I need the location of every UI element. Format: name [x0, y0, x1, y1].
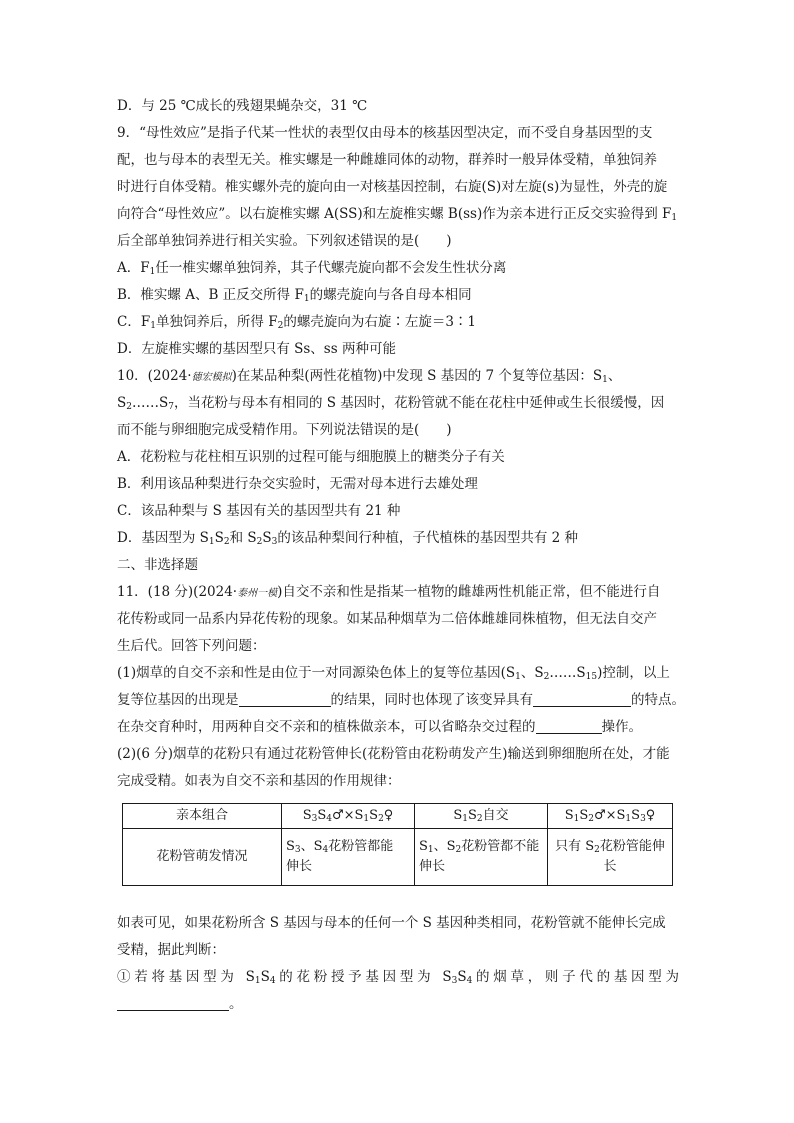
q11-text: 的特点。 [631, 692, 685, 708]
cell-text: S [419, 839, 428, 854]
q9-stem-line-3 [117, 177, 679, 197]
q9-text: 配，也与母本的表型无关。椎实螺是一种雌雄同体的动物，群养时一般异体受精，单独饲养 [117, 152, 657, 168]
option-text: 的螺壳旋向与各自母本相同 [309, 287, 472, 303]
subscript: 2 [476, 814, 483, 824]
table-cell [282, 829, 415, 886]
q11-stem-line-3 [117, 636, 679, 656]
subscript: 1 [671, 213, 678, 223]
option-text: B．利用该品种梨进行杂交实验时，无需对母本进行去雄处理 [117, 476, 478, 492]
q9-text: 9．“母性效应”是指子代某一性状的表型仅由母本的核基因型决定，而不受自身基因型的支 [117, 125, 653, 141]
q9-stem-line-5 [117, 231, 679, 251]
subscript: 3 [271, 537, 278, 547]
table-row [123, 829, 673, 886]
q11-text: 受精，据此判断： [117, 942, 225, 958]
self-incompatibility-table [122, 803, 673, 886]
question-source: 德宏模拟 [191, 372, 232, 383]
cell-text: S [286, 839, 295, 854]
q10-text: 、 [607, 368, 622, 384]
q10-option-d [117, 528, 679, 548]
q10-text: )在某品种梨(两性花植物)中发现 S 基因的 7 个复等位基因：S [231, 368, 603, 384]
cell-text: S [467, 808, 477, 823]
q11-part2-line-2 [117, 771, 679, 791]
subscript: 3 [640, 814, 646, 824]
q11-part1-line-1 [117, 663, 679, 683]
q9-stem-line-2 [117, 150, 679, 170]
cell-text: S [579, 808, 589, 823]
cell-text: S [453, 808, 463, 823]
table-header-cell [548, 804, 673, 829]
cell-text: 只有 S [555, 839, 595, 854]
subscript: 2 [256, 537, 263, 547]
cell-text: 、S [300, 839, 323, 854]
q11-text: (1)烟草的自交不亲和性是由位于一对同源染色体上的复等位基因(S [117, 665, 516, 681]
option-text: D．基因型为 S [117, 530, 209, 546]
cell-text: 花粉管萌发情况 [156, 849, 248, 864]
cell-text: 、S [433, 839, 456, 854]
q11-text: S [457, 969, 467, 985]
option-text: B．椎实螺 A、B 正反交所得 F [117, 287, 304, 303]
subscript: 2 [588, 814, 594, 824]
subscript: 2 [223, 537, 230, 547]
q10-stem-line-1 [117, 366, 679, 386]
subscript: 2 [455, 845, 462, 855]
q11-text: )自交不亲和性是指某一植物的雌雄两性机能正常，但不能进行自 [277, 584, 661, 600]
subscript: 4 [326, 814, 332, 824]
q11-sub1-line-2 [117, 994, 679, 1014]
cell-text: 伸长 [419, 859, 446, 874]
question-source: 泰州一模 [237, 588, 278, 599]
subscript: 1 [303, 294, 310, 304]
option-text: 任一椎实螺单独饲养，其子代螺壳旋向都不会发生性状分离 [155, 260, 507, 276]
q10-text: 而不能与卵细胞完成受精作用。下列说法错误的是( ) [117, 422, 452, 438]
q11-text: 花传粉或同一品系内异花传粉的现象。如某品种烟草为二倍体雌雄同株植物，但无法自交产 [117, 611, 657, 627]
table-header-cell [282, 804, 415, 829]
subscript: 1 [515, 672, 521, 682]
answer-blank[interactable] [536, 719, 602, 734]
q11-text: (2)(6 分)烟草的花粉只有通过花粉管伸长(花粉管由花粉萌发产生)输送到卵细胞所在处，才能 [117, 746, 670, 762]
subscript: 1 [427, 845, 434, 855]
answer-blank[interactable] [533, 692, 631, 707]
q9-option-b [117, 285, 679, 305]
q9-text: 向符合“母性效应”。以右旋椎实螺 A(SS)和左旋椎实螺 B(ss)作为亲本进行正反交实验得到 F [117, 206, 672, 222]
q10-text: ……S [131, 395, 169, 411]
q8-option-d [117, 96, 679, 116]
subscript: 1 [208, 537, 215, 547]
option-text: A．F [117, 260, 150, 276]
q11-part1-line-2 [117, 690, 685, 710]
q11-text: 如表可见，如果花粉所含 S 基因与母本的任何一个 S 基因种类相同，花粉管就不能伸长完成 [117, 915, 666, 931]
cell-text: ♀ [383, 808, 394, 823]
option-text: S [262, 530, 272, 546]
q11-text: S [260, 969, 270, 985]
subscript: 1 [363, 814, 370, 824]
cell-text: 亲本组合 [175, 808, 228, 823]
q9-text: 后全部单独饲养进行相关实验。下列叙述错误的是( ) [117, 233, 452, 249]
q11-text: 、S [520, 665, 544, 681]
q8-option-d-text: D．与 25 ℃成长的残翅果蝇杂交，31 ℃ [117, 98, 368, 114]
q11-text: 。 [229, 996, 243, 1012]
cell-text: S [369, 808, 379, 823]
q11-part1-line-3 [117, 717, 679, 737]
subscript: 2 [126, 402, 132, 412]
table-cell [415, 829, 548, 886]
option-text: A．花粉粒与花柱相互识别的过程可能与细胞膜上的糖类分子有关 [117, 449, 505, 465]
subscript: 2 [543, 672, 550, 682]
section-heading [117, 555, 679, 575]
q9-stem-line-4 [117, 204, 679, 224]
q11-stem-line-2 [117, 609, 679, 629]
cell-text: 花粉管都不能 [461, 839, 540, 854]
subscript: 1 [573, 814, 580, 824]
subscript: 3 [451, 976, 458, 986]
option-text: C．该品种梨与 S 基因有关的基因型共有 21 种 [117, 503, 401, 519]
q11-text: 生后代。回答下列问题： [117, 638, 266, 654]
q11-stem-line-1 [117, 582, 679, 602]
table-cell [123, 829, 282, 886]
q11-text: 的结果，同时也体现了该变异具有 [330, 692, 533, 708]
option-text: D．左旋椎实螺的基因型只有 Ss、ss 两种可能 [117, 341, 396, 357]
q11-part2-line-4 [117, 940, 679, 960]
option-text: S [214, 530, 224, 546]
q11-text: 在杂交育种时，用两种自交不亲和的植株做亲本，可以省略杂交过程的 [117, 719, 536, 735]
subscript: 1 [150, 321, 156, 331]
cell-text: S [564, 808, 574, 823]
question-number: 11．(18 分)(2024· [117, 584, 238, 600]
cell-text: 花粉管能伸长 [599, 839, 665, 874]
q11-text: ……S [549, 665, 586, 681]
table-header-row [123, 804, 673, 829]
option-text: 和 S [229, 530, 257, 546]
q11-text: 的花粉授予基因型为 S [275, 969, 452, 985]
subscript: 1 [254, 976, 261, 986]
q9-option-d [117, 339, 679, 359]
cell-text: ♂×S [593, 808, 626, 823]
subscript: 4 [466, 976, 473, 986]
q11-text: 的烟草，则子代的基因型为 [472, 969, 679, 985]
q10-text: S [117, 395, 127, 411]
q9-option-c [117, 312, 679, 332]
q9-text: 时进行自体受精。椎实螺外壳的旋向由一对核基因控制，右旋(S)对左旋(s)为显性，外壳的旋 [117, 179, 668, 195]
table-header-cell [123, 804, 282, 829]
subscript: 1 [462, 814, 468, 824]
q10-option-b [117, 474, 679, 494]
cell-text: ♂×S [331, 808, 364, 823]
cell-text: 花粉管都能 [328, 839, 394, 854]
subscript: 3 [311, 814, 318, 824]
q10-text: ，当花粉与母本有相同的 S 基因时，花粉管就不能在花柱中延伸或生长很缓慢，因 [173, 395, 665, 411]
subscript: 1 [625, 814, 632, 824]
subscript: 15 [585, 672, 598, 682]
q11-text: 操作。 [601, 719, 642, 735]
subscript: 1 [149, 267, 156, 277]
option-text: 的螺壳旋向为右旋∶左旋＝3∶1 [283, 314, 477, 330]
table-cell [548, 829, 673, 886]
answer-blank[interactable] [239, 692, 331, 707]
subscript: 2 [594, 845, 600, 855]
subscript: 2 [277, 321, 284, 331]
subscript: 1 [602, 375, 608, 385]
section-title: 二、非选择题 [117, 557, 198, 573]
cell-text: S [317, 808, 327, 823]
q9-stem-line-1 [117, 123, 679, 143]
subscript: 7 [168, 402, 174, 412]
cell-text: 自交 [482, 808, 509, 823]
subscript: 4 [322, 845, 329, 855]
cell-text: 伸长 [286, 859, 313, 874]
question-number: 10．(2024· [117, 368, 192, 384]
q11-text: )控制，以上 [597, 665, 670, 681]
q10-stem-line-2 [117, 393, 679, 413]
subscript: 3 [294, 845, 301, 855]
q11-part2-line-3 [117, 913, 679, 933]
answer-blank[interactable] [117, 996, 229, 1011]
cell-text: ♀ [645, 808, 656, 823]
q11-text: ①若将基因型为 S [117, 969, 255, 985]
q11-sub1-line-1 [117, 967, 679, 987]
q10-option-c [117, 501, 679, 521]
q11-text: 完成受精。如表为自交不亲和基因的作用规律： [117, 773, 401, 789]
subscript: 2 [378, 814, 384, 824]
cell-text: S [631, 808, 641, 823]
q11-part2-line-1 [117, 744, 679, 764]
table-header-cell [415, 804, 548, 829]
q10-option-a [117, 447, 679, 467]
cell-text: S [302, 808, 312, 823]
option-text: C．F [117, 314, 151, 330]
q11-text: 复等位基因的出现是 [117, 692, 239, 708]
q10-stem-line-3 [117, 420, 679, 440]
option-text: 的该品种梨间行种植，子代植株的基因型共有 2 种 [277, 530, 579, 546]
option-text: 单独饲养后，所得 F [155, 314, 278, 330]
subscript: 4 [269, 976, 276, 986]
q9-option-a [117, 258, 679, 278]
